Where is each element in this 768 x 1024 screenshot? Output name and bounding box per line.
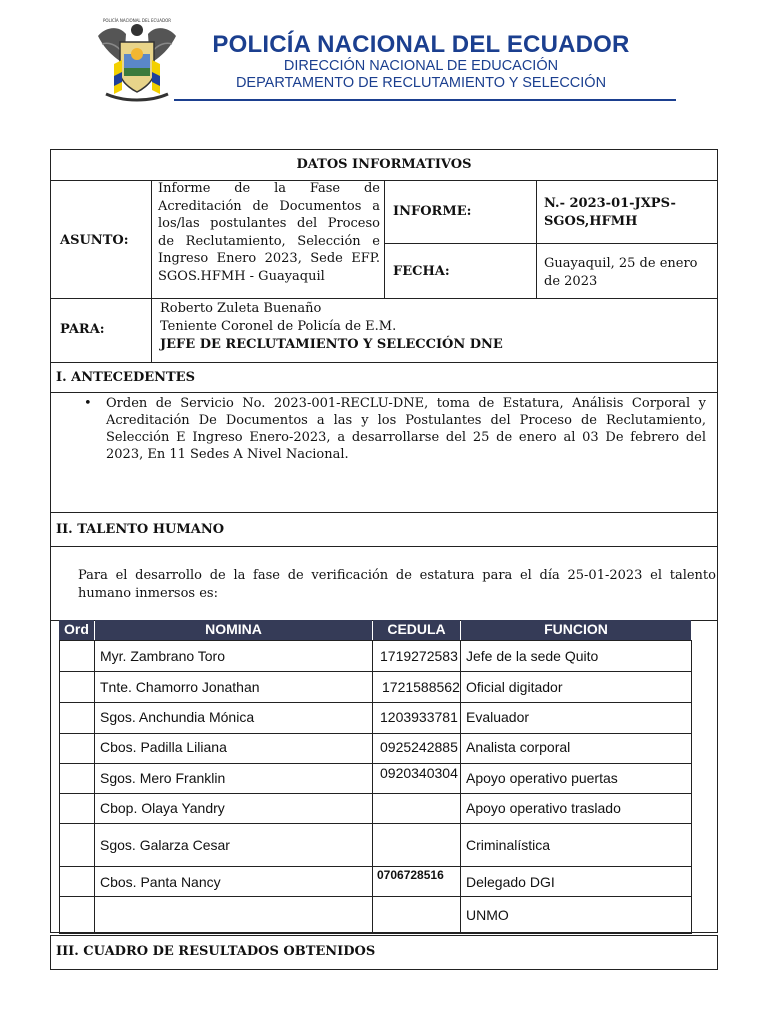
asunto-text: Informe de la Fase de Acreditación de Documentos a los/las postulantes del Proceso de Reclutamiento, Selección e Ingreso Enero 2023, Sede EFP. SGOS.HFMH - Guayaquil	[158, 181, 380, 284]
table-row-3-funcion: Evaluador	[466, 709, 530, 725]
police-emblem-logo	[94, 14, 180, 102]
table-row-7-nomina: Sgos. Galarza Cesar	[100, 837, 230, 853]
table-row-5-cedula: 0920340304	[380, 765, 458, 781]
table-row-8-nomina: Cbos. Panta Nancy	[100, 874, 221, 890]
table-row-2-nomina: Tnte. Chamorro Jonathan	[100, 679, 260, 695]
fecha-value: Guayaquil, 25 de enero de 2023	[544, 256, 698, 289]
table-row-2-cedula: 1721588562	[382, 679, 460, 695]
antecedentes-heading: I. ANTECEDENTES	[56, 370, 195, 385]
col-header-ord: Ord	[59, 620, 94, 640]
col-header-cedula: CEDULA	[373, 620, 460, 640]
resultados-heading: III. CUADRO DE RESULTADOS OBTENIDOS	[56, 944, 376, 959]
informe-label: INFORME:	[393, 204, 472, 219]
para-rank: Teniente Coronel de Policía de E.M.	[160, 319, 397, 334]
table-row-2-funcion: Oficial digitador	[466, 679, 563, 695]
para-label: PARA:	[60, 322, 105, 337]
table-row-1-cedula: 1719272583	[380, 648, 458, 664]
table-row-3-cedula: 1203933781	[380, 709, 458, 725]
svg-text:POLICÍA NACIONAL DEL ECUADOR: POLICÍA NACIONAL DEL ECUADOR	[102, 18, 172, 23]
table-row-4-funcion: Analista corporal	[466, 739, 571, 755]
antecedentes-text: Orden de Servicio No. 2023-001-RECLU-DNE, toma de Estatura, Análisis Corporal y Acreditación De Documentos a las y los Postulantes del Proceso de Reclutamiento, Selección E Ingreso Enero-2023, a desarrollarse del 25 de enero al 03 De febrero del 2023, En 11 Sedes A Nivel Nacional.	[106, 396, 706, 462]
informe-value: N.- 2023-01-JXPS-SGOS,HFMH	[544, 196, 676, 229]
datos-heading: DATOS INFORMATIVOS	[296, 157, 472, 172]
table-row-5-nomina: Sgos. Mero Franklin	[100, 770, 226, 786]
subtitle-direccion: DIRECCIÓN NACIONAL DE EDUCACIÓN	[283, 58, 559, 74]
table-row-1-nomina: Myr. Zambrano Toro	[100, 648, 226, 664]
table-row-7-funcion: Criminalística	[466, 837, 551, 853]
table-row-1-funcion: Jefe de la sede Quito	[466, 648, 599, 664]
para-position: JEFE DE RECLUTAMIENTO Y SELECCIÓN DNE	[160, 337, 503, 352]
col-header-funcion: FUNCION	[461, 620, 691, 640]
para-name: Roberto Zuleta Buenaño	[160, 301, 322, 316]
talento-intro: Para el desarrollo de la fase de verificación de estatura para el día 25-01-2023 el talento humano inmersos es:	[78, 568, 716, 601]
col-header-nomina: NOMINA	[95, 620, 372, 640]
table-row-8-cedula: 0706728516	[377, 868, 444, 882]
table-row-4-nomina: Cbos. Padilla Liliana	[100, 739, 227, 755]
table-row-5-funcion: Apoyo operativo puertas	[466, 770, 618, 786]
table-row-6-nomina: Cbop. Olaya Yandry	[100, 800, 225, 816]
talento-heading: II. TALENTO HUMANO	[56, 522, 225, 537]
header-divider	[174, 99, 676, 101]
table-row-4-cedula: 0925242885	[380, 739, 458, 755]
table-row-3-nomina: Sgos. Anchundia Mónica	[100, 709, 255, 725]
page-title: POLICÍA NACIONAL DEL ECUADOR	[212, 31, 630, 58]
table-row-8-funcion: Delegado DGI	[466, 874, 555, 890]
subtitle-departamento: DEPARTAMENTO DE RECLUTAMIENTO Y SELECCIÓN	[235, 75, 607, 91]
asunto-label: ASUNTO:	[60, 233, 129, 248]
table-row-9-funcion: UNMO	[466, 907, 509, 923]
table-row-6-funcion: Apoyo operativo traslado	[466, 800, 621, 816]
antecedentes-bullet: •	[84, 396, 92, 411]
fecha-label: FECHA:	[393, 264, 450, 279]
